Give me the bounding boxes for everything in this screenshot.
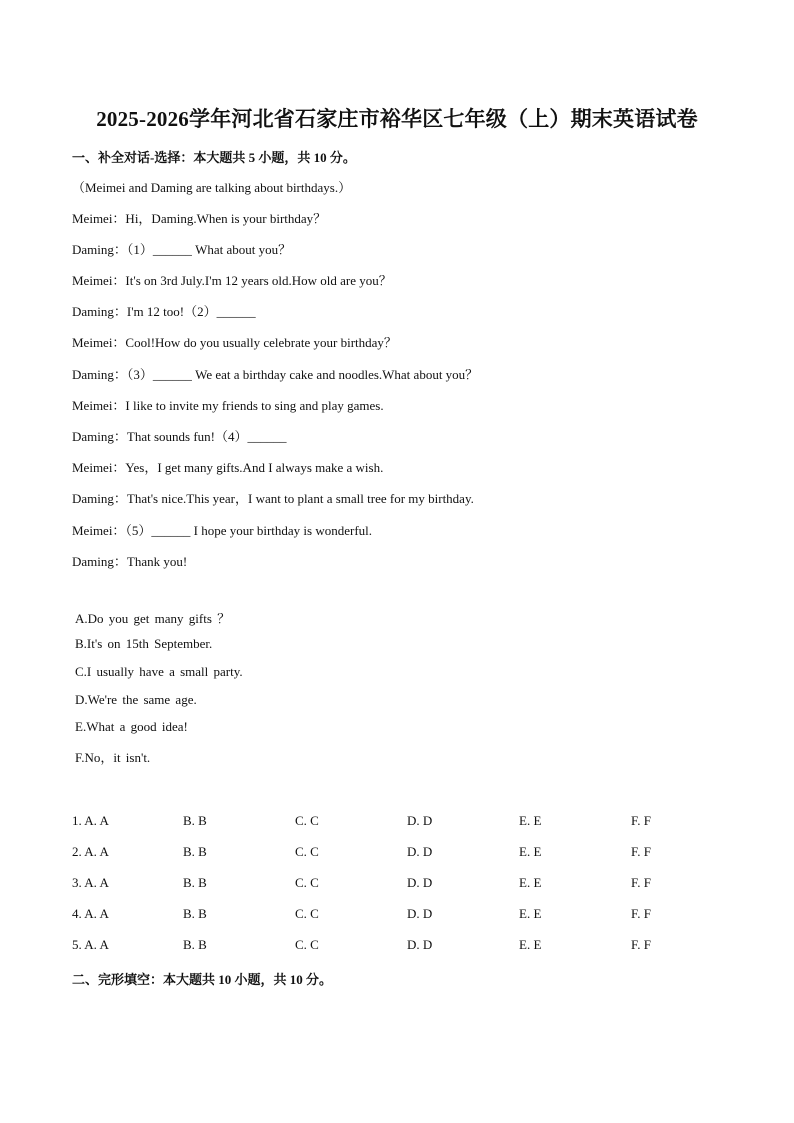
answer-row-2 [72, 844, 732, 862]
answer-choice[interactable]: B. B [183, 813, 207, 828]
dialogue-line-1: Meimei：Hi，Daming.When is your birthday？ [72, 211, 327, 226]
answer-choice[interactable]: F. F [631, 844, 651, 859]
answer-row-3 [72, 875, 732, 893]
option-c: C.I usually have a small party. [75, 664, 243, 679]
section-2-heading: 二、完形填空：本大题共 10 小题，共 10 分。 [72, 972, 333, 987]
option-e: E.What a good idea! [75, 719, 188, 734]
answer-choice[interactable]: F. F [631, 937, 651, 952]
answer-choice[interactable]: F. F [631, 813, 651, 828]
option-a: A.Do you get many gifts ？ [75, 611, 231, 626]
answer-choice[interactable]: 3. A. A [72, 875, 109, 890]
answer-choice[interactable]: B. B [183, 844, 207, 859]
answer-choice[interactable]: D. D [407, 906, 433, 921]
answer-choice[interactable]: B. B [183, 875, 207, 890]
answer-row-1 [72, 813, 732, 831]
dialogue-line-5: Meimei：Cool!How do you usually celebrate your birthday？ [72, 335, 397, 350]
answer-choice[interactable]: C. C [295, 875, 319, 890]
answer-choice[interactable]: D. D [407, 844, 433, 859]
dialogue-line-10: Daming：That's nice.This year，I want to plant a small tree for my birthday. [72, 491, 474, 506]
answer-choice[interactable]: D. D [407, 875, 433, 890]
dialogue-line-9: Meimei：Yes，I get many gifts.And I always make a wish. [72, 460, 384, 475]
answer-choice[interactable]: E. E [519, 875, 542, 890]
dialogue-line-12: Daming：Thank you! [72, 554, 188, 569]
dialogue-line-8: Daming：That sounds fun!（4）______ [72, 429, 287, 444]
dialogue-line-2: Daming：（1）______ What about you？ [72, 242, 292, 257]
dialogue-line-7: Meimei：I like to invite my friends to sing and play games. [72, 398, 384, 413]
dialogue-intro: （Meimei and Daming are talking about birthdays.） [72, 180, 352, 195]
answer-choice[interactable]: D. D [407, 813, 433, 828]
answer-choice[interactable]: D. D [407, 937, 433, 952]
option-b: B.It's on 15th September. [75, 636, 213, 651]
answer-choice[interactable]: C. C [295, 844, 319, 859]
option-f: F.No，it isn't. [75, 750, 151, 765]
answer-choice[interactable]: E. E [519, 813, 542, 828]
dialogue-line-3: Meimei：It's on 3rd July.I'm 12 years old.How old are you？ [72, 273, 392, 288]
answer-choice[interactable]: B. B [183, 937, 207, 952]
answer-choice[interactable]: F. F [631, 875, 651, 890]
dialogue-line-6: Daming：（3）______ We eat a birthday cake and noodles.What about you？ [72, 367, 479, 382]
answer-choice[interactable]: C. C [295, 906, 319, 921]
answer-row-4 [72, 906, 732, 924]
option-d: D.We're the same age. [75, 692, 197, 707]
answer-choice[interactable]: E. E [519, 844, 542, 859]
answer-choice[interactable]: 5. A. A [72, 937, 109, 952]
dialogue-line-4: Daming：I'm 12 too!（2）______ [72, 304, 256, 319]
answer-choice[interactable]: F. F [631, 906, 651, 921]
answer-choice[interactable]: 2. A. A [72, 844, 109, 859]
answer-row-5 [72, 937, 732, 955]
answer-choice[interactable]: E. E [519, 906, 542, 921]
dialogue-line-11: Meimei：（5）______ I hope your birthday is wonderful. [72, 523, 373, 538]
answer-choice[interactable]: C. C [295, 813, 319, 828]
answer-choice[interactable]: 4. A. A [72, 906, 109, 921]
section-1-heading: 一、补全对话-选择：本大题共 5 小题，共 10 分。 [72, 150, 356, 165]
answer-choice[interactable]: 1. A. A [72, 813, 109, 828]
answer-choice[interactable]: E. E [519, 937, 542, 952]
answer-choice[interactable]: C. C [295, 937, 319, 952]
exam-title: 2025-2026学年河北省石家庄市裕华区七年级（上）期末英语试卷 [96, 107, 698, 131]
answer-choice[interactable]: B. B [183, 906, 207, 921]
